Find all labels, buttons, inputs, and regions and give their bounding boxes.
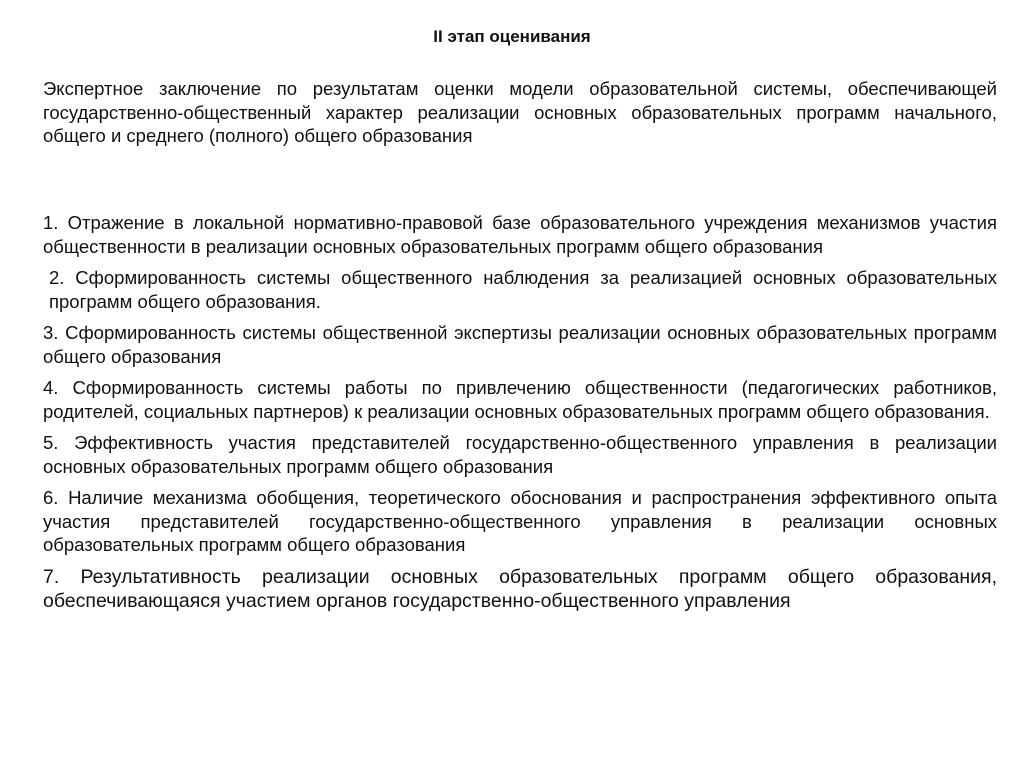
criteria-list: [43, 211, 997, 622]
intro-paragraph: Экспертное заключение по результатам оценки модели образовательной системы, обеспечивающей государственно-общественный характер реализации основных образовательных программ начального, общего и среднего (полного) общего образования: [43, 78, 997, 146]
criterion-item-2: 2. Сформированность системы общественного наблюдения за реализацией основных образовательных программ общего образования.: [49, 267, 997, 312]
criterion-item-1: 1. Отражение в локальной нормативно-правовой базе образовательного учреждения механизмов участия общественности в реализации основных образовательных программ общего образования: [43, 212, 997, 257]
criterion-item-7: 7. Результативность реализации основных образовательных программ общего образования, обеспечивающаяся участием органов государственно-общественного управления: [43, 565, 997, 612]
criterion-item-6: 6. Наличие механизма обобщения, теоретического обоснования и распространения эффективного опыта участия представителей государственно-общественного управления в реализации основных образовательных программ общего образования: [43, 487, 997, 555]
criterion-item-5: 5. Эффективность участия представителей государственно-общественного управления в реализации основных образовательных программ общего образования: [43, 432, 997, 477]
criterion-item-3: 3. Сформированность системы общественной экспертизы реализации основных образовательных программ общего образования: [43, 322, 997, 367]
slide-title: II этап оценивания: [433, 27, 591, 46]
criterion-item-4: 4. Сформированность системы работы по привлечению общественности (педагогических работников, родителей, социальных партнеров) к реализации основных образовательных программ общего образования.: [43, 377, 997, 422]
